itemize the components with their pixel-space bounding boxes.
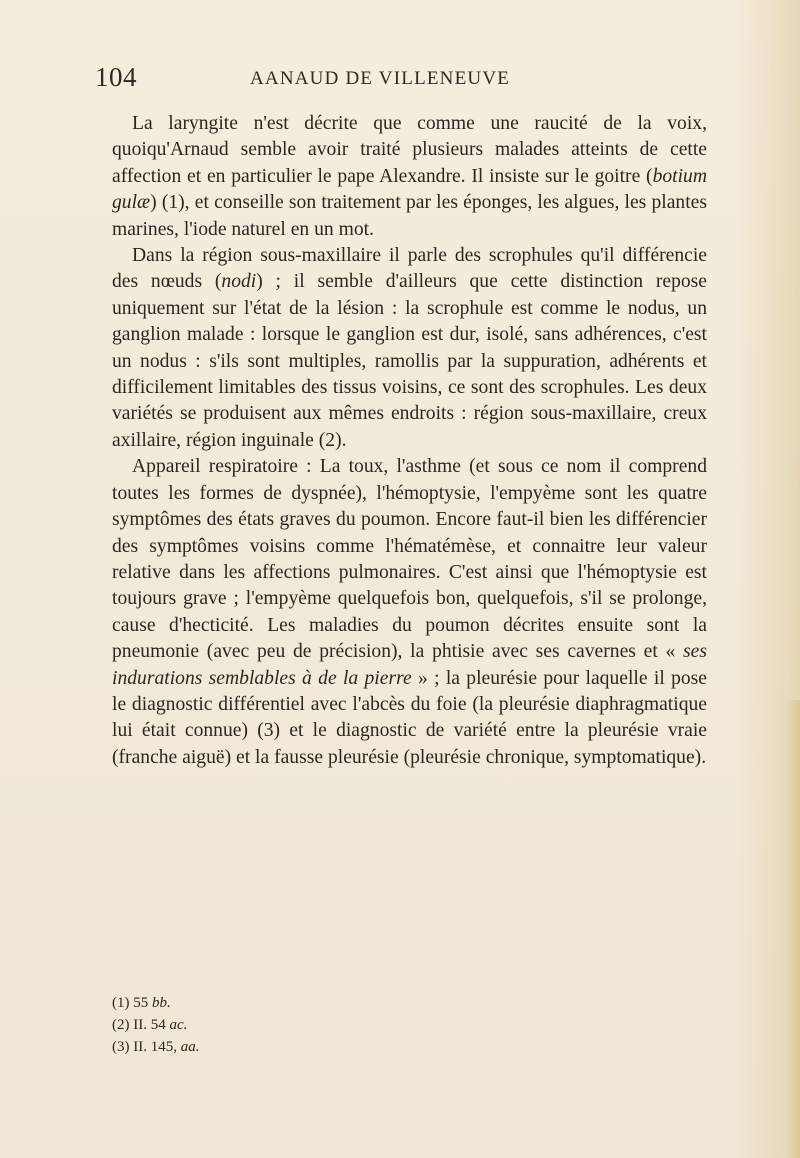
footnote-ref: II. 145, xyxy=(133,1039,177,1055)
italic-run: ses indurations semblables à de la pierre xyxy=(112,641,707,689)
footnote-number: (3) xyxy=(112,1039,130,1055)
footnote-number: (2) xyxy=(112,1017,130,1033)
footnote-loc: bb. xyxy=(152,995,171,1011)
page-edge-stain xyxy=(786,700,800,1158)
footnote-number: (1) xyxy=(112,995,130,1011)
text-run: » ; la pleurésie pour laquelle il pose le diagnostic différentiel avec l'abcès du foie (la pleurésie diaphragmatique lui était connue) (3) et le diagnostic de variété entre la pleurésie vraie (franche aiguë) et la fausse pleurésie (pleurésie chronique, symptomatique). xyxy=(112,667,707,768)
paragraph xyxy=(112,111,707,243)
footnotes xyxy=(112,992,512,1058)
footnote-loc: ac. xyxy=(169,1017,188,1033)
text-run: Dans la région sous-maxillaire il parle des scrophules qu'il différencie des nœuds ( xyxy=(112,245,707,293)
text-run: ) ; il semble d'ailleurs que cette distinction repose uniquement sur l'état de la lésion : la scrophule est comme le nodus, un ganglion malade : lorsque le ganglion est dur, isolé, sans adhérences, c'est un nodus : s'ils sont multiples, ramollis par la suppuration, adhérents et difficilement limitables des tissus voisins, ce sont des scrophules. Les deux variétés se produisent aux mêmes endroits : région sous-maxillaire, creux axillaire, région inguinale (2). xyxy=(112,271,707,451)
text-run: La laryngite n'est décrite que comme une raucité de la voix, quoiqu'Arnaud semble avoir traité plusieurs malades atteints de cette affection et en particulier le pape Alexandre. Il insiste sur le goitre ( xyxy=(112,113,707,187)
running-head: AANAUD DE VILLENEUVE xyxy=(250,68,511,89)
italic-run: nodi xyxy=(221,271,257,293)
footnote xyxy=(112,992,512,1014)
paragraph xyxy=(112,454,707,771)
footnote-loc: aa. xyxy=(180,1039,200,1055)
page-number: 104 xyxy=(95,62,137,92)
footnote-ref: 55 xyxy=(133,995,149,1011)
footnote xyxy=(112,1036,512,1058)
text-run: ) (1), et conseille son traitement par les éponges, les algues, les plantes marines, l'iode naturel en un mot. xyxy=(112,192,707,240)
text-run: Appareil respiratoire : La toux, l'asthme (et sous ce nom il comprend toutes les formes de dyspnée), l'hémoptysie, l'empyème sont les quatre symptômes des états graves du poumon. Encore faut-il bien les différencier des symptômes voisins comme l'hématémèse, et connaitre leur valeur relative dans les affections pulmonaires. C'est ainsi que l'hémoptysie est toujours grave ; l'empyème quelquefois bon, quelquefois, s'il se prolonge, cause d'hecticité. Les maladies du poumon décrites ensuite sont la pneumonie (avec peu de précision), la phtisie avec ses cavernes et « xyxy=(112,456,707,663)
body-text xyxy=(112,111,707,771)
paragraph xyxy=(112,243,707,454)
footnote-ref: II. 54 xyxy=(133,1017,166,1033)
italic-run: botium gulæ xyxy=(112,165,707,214)
page-header xyxy=(0,62,800,102)
footnote xyxy=(112,1014,512,1036)
